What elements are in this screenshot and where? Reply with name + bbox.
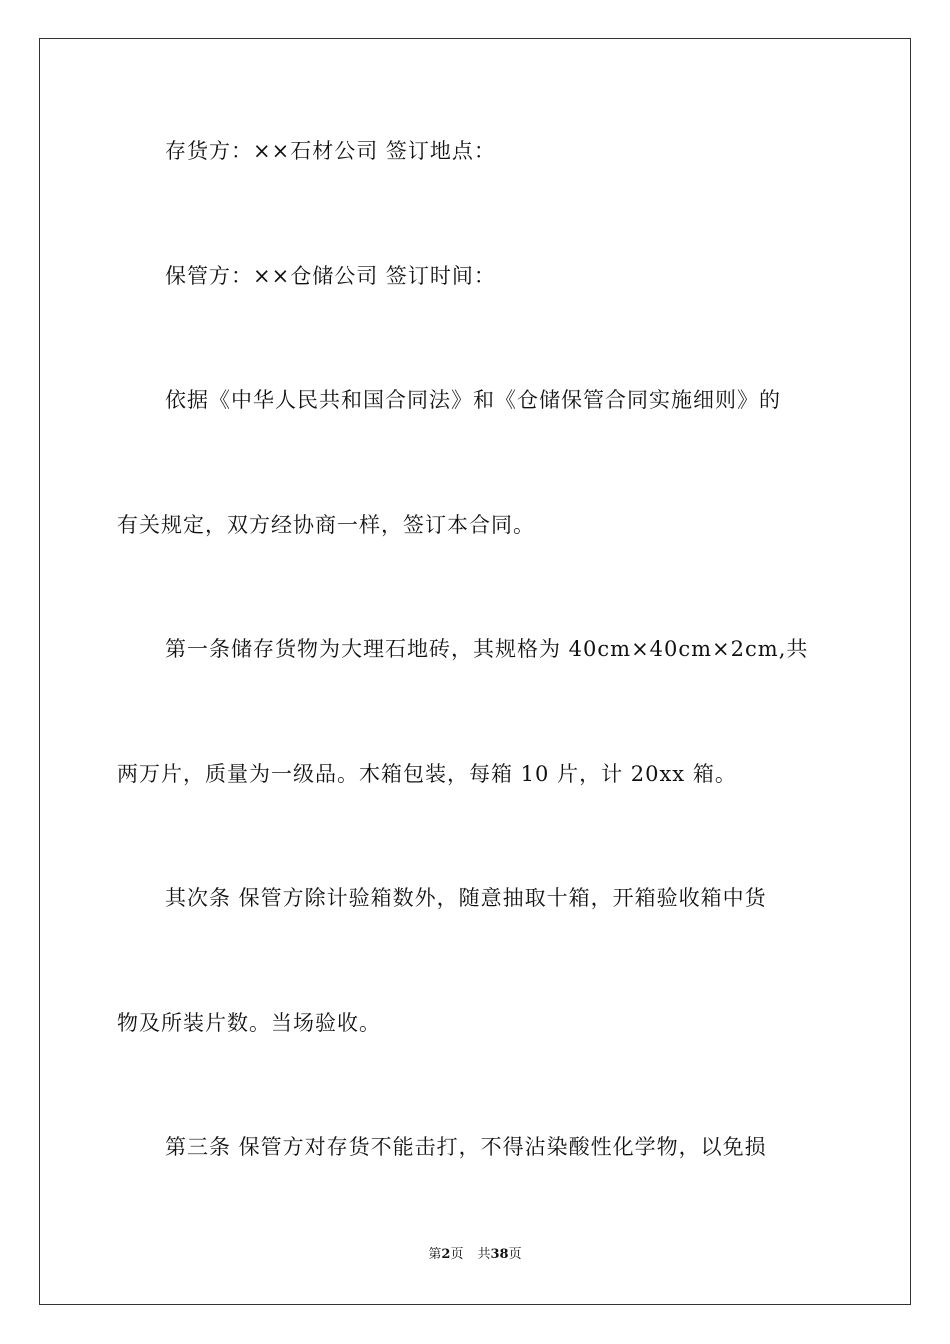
footer-prefix: 第 (428, 1247, 442, 1262)
article-2-line-1: 其次条 保管方除计验箱数外，随意抽取十箱，开箱验收箱中货 (165, 886, 767, 910)
total-page-count: 38 (490, 1247, 509, 1262)
article-1-line-2: 两万片，质量为一级品。木箱包装，每箱 10 片，计 20xx 箱。 (117, 762, 737, 786)
article-3-line-1: 第三条 保管方对存货不能击打，不得沾染酸性化学物，以免损 (165, 1135, 767, 1159)
page-footer (0, 1246, 950, 1264)
footer-total-prefix: 共 (477, 1247, 491, 1262)
preamble-line-1: 依据《中华人民共和国合同法》和《仓储保管合同实施细则》的 (165, 388, 781, 412)
footer-page-suffix: 页 (450, 1247, 464, 1262)
party-depositor-line: 存货方：××石材公司 签订地点： (165, 139, 496, 163)
preamble-line-2: 有关规定，双方经协商一样，签订本合同。 (117, 513, 535, 537)
page-border (39, 38, 911, 1305)
party-custodian-line: 保管方：××仓储公司 签订时间： (165, 264, 496, 288)
article-2-line-2: 物及所装片数。当场验收。 (117, 1011, 381, 1035)
current-page-number: 2 (441, 1247, 451, 1262)
article-1-line-1: 第一条储存货物为大理石地砖，其规格为 40cm×40cm×2cm,共 (165, 637, 809, 661)
footer-total-suffix: 页 (508, 1247, 522, 1262)
